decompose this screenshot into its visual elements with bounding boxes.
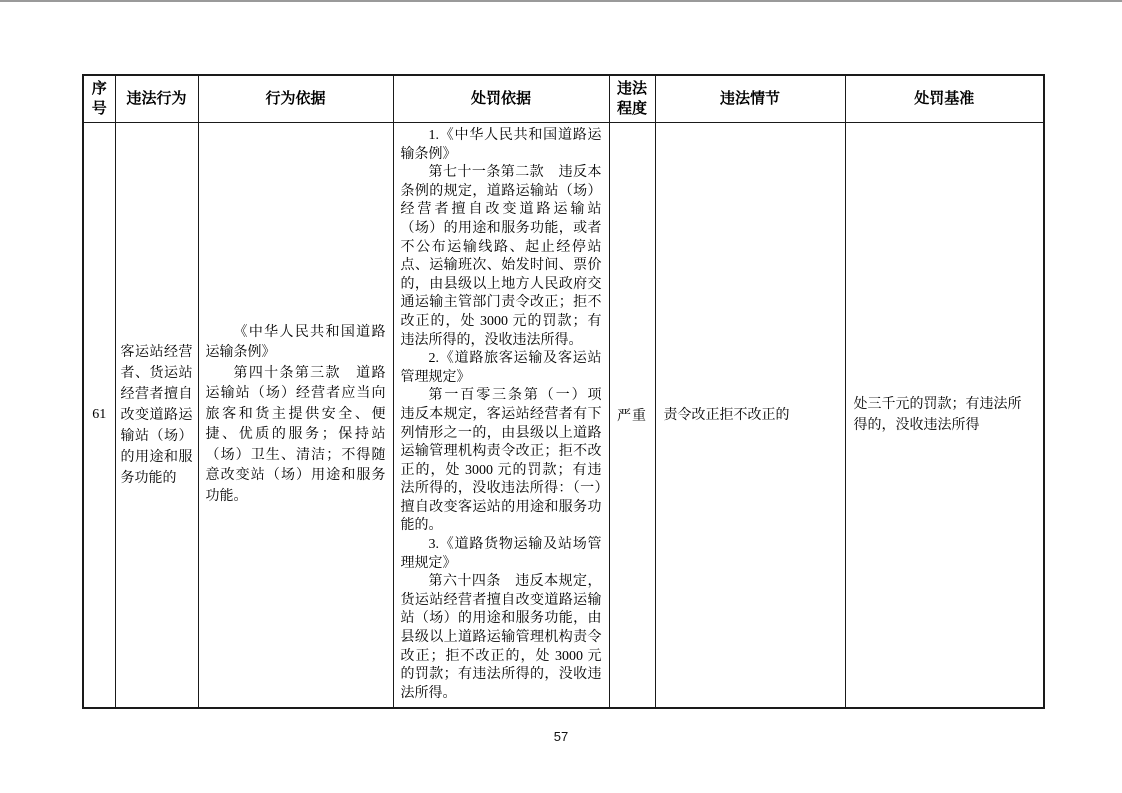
header-penalty-standard: 处罚基准 [845,75,1044,123]
cell-seq: 61 [83,123,115,709]
header-row [83,75,1044,123]
header-penalty-basis: 处罚依据 [393,75,609,123]
scan-top-edge [0,0,1122,2]
header-violation: 违法行为 [115,75,198,123]
cell-behavior-basis [198,123,393,709]
penalty-basis-paragraph: 1.《中华人民共和国道路运输条例》 [400,128,602,162]
penalty-basis-block [394,123,616,707]
penalty-table [82,74,1045,709]
penalty-standard-text: 处三千元的罚款；有违法所得的，没收违法所得 [853,397,1022,434]
header-behavior-basis: 行为依据 [198,75,393,123]
cell-severity: 严重 [609,123,655,709]
header-circumstance: 违法情节 [655,75,845,123]
behavior-basis-paragraph: 第四十条第三款 道路运输站（场）经营者应当向旅客和货主提供安全、便捷、优质的服务；保持站（场）卫生、清洁；不得随意改变站（场）用途和服务功能。 [205,365,386,504]
penalty-basis-paragraph: 第一百零三条第（一）项 违反本规定，客运站经营者有下列情形之一的，由县级以上道路运输管理机构责令改正；拒不改正的，处 3000 元的罚款；有违法所得的，没收违法所得：（一）擅自改变客运站的用途和服务功能的。 [400,388,616,534]
penalty-basis-paragraph: 3.《道路货物运输及站场管理规定》 [400,537,602,571]
penalty-basis-paragraph: 2.《道路旅客运输及客运站管理规定》 [400,351,602,385]
cell-penalty-basis [393,123,616,709]
cell-violation [115,123,198,709]
behavior-basis-paragraph: 《中华人民共和国道路运输条例》 [205,324,386,361]
violation-text: 客运站经营者、货运站经营者擅自改变道路运输站（场）的用途和服务功能的 [120,344,193,486]
table-row [83,123,1044,709]
cell-penalty-standard [845,123,1044,709]
header-seq: 序号 [83,75,115,123]
circumstance-text: 责令改正拒不改正的 [663,407,790,423]
page-number: 57 [553,729,569,744]
cell-circumstance [655,123,845,709]
penalty-basis-paragraph: 第六十四条 违反本规定，货运站经营者擅自改变道路运输站（场）的用途和服务功能，由县级以上道路运输管理机构责令改正；拒不改正的，处 3000 元的罚款；有违法所得的，没收违法所得。 [400,574,602,701]
penalty-basis-paragraph: 第七十一条第二款 违反本条例的规定，道路运输站（场）经营者擅自改变道路运输站（场）的用途和服务功能，或者不公布运输线路、起止经停站点、运输班次、始发时间、票价的，由县级以上地方人民政府交通运输主管部门责令改正；拒不改正的，处 3000 元的罚款；有违法所得的，没收违法所得。 [400,165,602,348]
header-severity: 违法程度 [609,75,655,123]
